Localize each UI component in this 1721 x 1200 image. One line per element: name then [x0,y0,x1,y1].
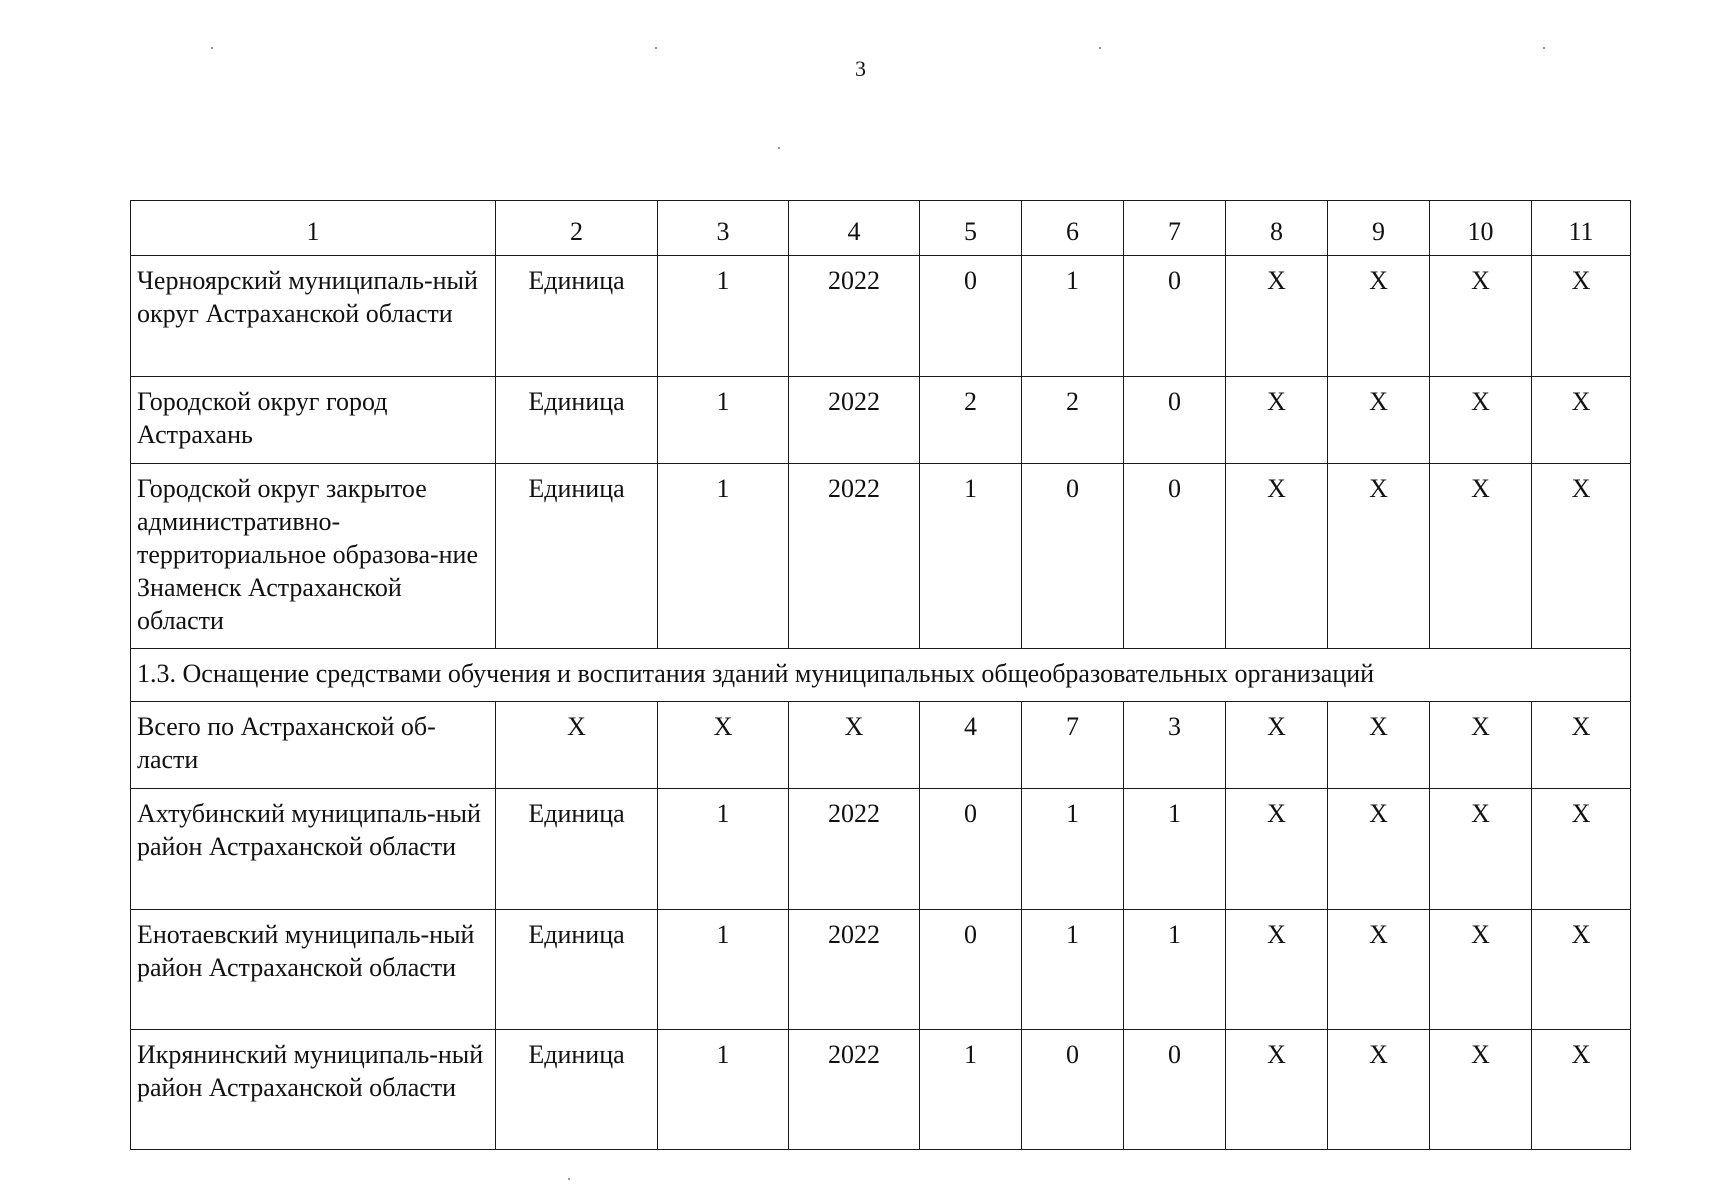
table-cell: X [1532,377,1631,464]
header-cell: 1 [131,201,496,256]
header-cell: 6 [1022,201,1124,256]
table-cell: X [1430,377,1532,464]
page-number: 3 [855,56,866,81]
table-cell: 1 [1124,789,1226,910]
table-cell: 0 [920,789,1022,910]
table-cell: X [1430,702,1532,789]
table-cell: X [1328,256,1430,377]
table-cell: 1 [920,1030,1022,1150]
header-cell: 2 [496,201,658,256]
table-cell: 0 [920,910,1022,1030]
year-cell: 2022 [789,1030,920,1150]
table-cell: X [1532,1030,1631,1150]
table-cell: X [1226,256,1328,377]
unit-cell: Единица [496,256,658,377]
table-row [131,702,1631,789]
table-cell: 1 [658,256,789,377]
table-cell: X [1430,789,1532,910]
header-cell: 4 [789,201,920,256]
header-cell: 3 [658,201,789,256]
table-cell: 0 [1022,1030,1124,1150]
table-cell: 1 [658,789,789,910]
territory-name-cell: Ахтубинский муниципаль-ный район Астраханской области [131,789,496,910]
table-cell: X [1226,464,1328,649]
year-cell: 2022 [789,789,920,910]
header-cell: 9 [1328,201,1430,256]
table-cell: 2 [920,377,1022,464]
header-cell: 10 [1430,201,1532,256]
section-title: 1.3. Оснащение средствами обучения и воспитания зданий муниципальных общеобразовательных организаций [131,649,1631,702]
table-cell: X [1328,377,1430,464]
table-cell: X [1226,1030,1328,1150]
table-row [131,377,1631,464]
table-row [131,1030,1631,1150]
scan-speck [778,147,780,149]
unit-cell: Единица [496,789,658,910]
territory-name-cell: Городской округ город Астрахань [131,377,496,464]
table-cell: X [1430,1030,1532,1150]
scan-speck [1543,47,1545,49]
unit-cell: Единица [496,1030,658,1150]
table-cell: 0 [920,256,1022,377]
year-cell: X [789,702,920,789]
table-cell: X [1532,464,1631,649]
table-cell: 3 [1124,702,1226,789]
table-cell: 0 [1124,256,1226,377]
territory-name-cell: Всего по Астраханской об-ласти [131,702,496,789]
section-header-row [131,649,1631,702]
scan-speck [1099,47,1101,49]
table-cell: 1 [658,1030,789,1150]
table-cell: 0 [1022,464,1124,649]
table-cell: X [1226,910,1328,1030]
table-cell: 1 [658,464,789,649]
header-cell: 7 [1124,201,1226,256]
table-cell: 1 [1124,910,1226,1030]
year-cell: 2022 [789,910,920,1030]
table-cell: X [1328,789,1430,910]
unit-cell: X [496,702,658,789]
table-cell: 2 [1022,377,1124,464]
table-row [131,789,1631,910]
table-cell: X [1328,464,1430,649]
table-row [131,464,1631,649]
table-row [131,256,1631,377]
table-cell: X [1226,702,1328,789]
table-cell: 4 [920,702,1022,789]
table-cell: X [1532,256,1631,377]
scan-speck [655,47,657,49]
table-cell: 1 [658,910,789,1030]
table-cell: 1 [1022,910,1124,1030]
territory-name-cell: Городской округ закрытое административно-территориальное образова-ние Знаменск Астраханской области [131,464,496,649]
scan-speck [568,1178,570,1180]
table-cell: X [1328,1030,1430,1150]
table-cell: X [1328,702,1430,789]
table-cell: X [1430,256,1532,377]
year-cell: 2022 [789,464,920,649]
territory-name-cell: Черноярский муниципаль-ный округ Астраханской области [131,256,496,377]
header-cell: 5 [920,201,1022,256]
unit-cell: Единица [496,377,658,464]
territory-name-cell: Енотаевский муниципаль-ный район Астраханской области [131,910,496,1030]
scan-speck [211,47,213,49]
year-cell: 2022 [789,256,920,377]
header-cell: 11 [1532,201,1631,256]
unit-cell: Единица [496,464,658,649]
table-cell: X [1430,910,1532,1030]
table-cell: 1 [1022,789,1124,910]
table-cell: X [1532,789,1631,910]
data-table [130,200,1631,1150]
table-cell: X [1430,464,1532,649]
year-cell: 2022 [789,377,920,464]
table-cell: X [658,702,789,789]
table-body [131,201,1631,1150]
unit-cell: Единица [496,910,658,1030]
table-cell: X [1328,910,1430,1030]
table-header-row [131,201,1631,256]
table-cell: X [1532,702,1631,789]
table-cell: 0 [1124,464,1226,649]
table-cell: 0 [1124,1030,1226,1150]
table-cell: X [1532,910,1631,1030]
table-row [131,910,1631,1030]
table-cell: 0 [1124,377,1226,464]
header-cell: 8 [1226,201,1328,256]
table-cell: 1 [1022,256,1124,377]
table-cell: 1 [658,377,789,464]
table-cell: X [1226,377,1328,464]
territory-name-cell: Икрянинский муниципаль-ный район Астраханской области [131,1030,496,1150]
table-cell: 1 [920,464,1022,649]
table-cell: X [1226,789,1328,910]
table-cell: 7 [1022,702,1124,789]
